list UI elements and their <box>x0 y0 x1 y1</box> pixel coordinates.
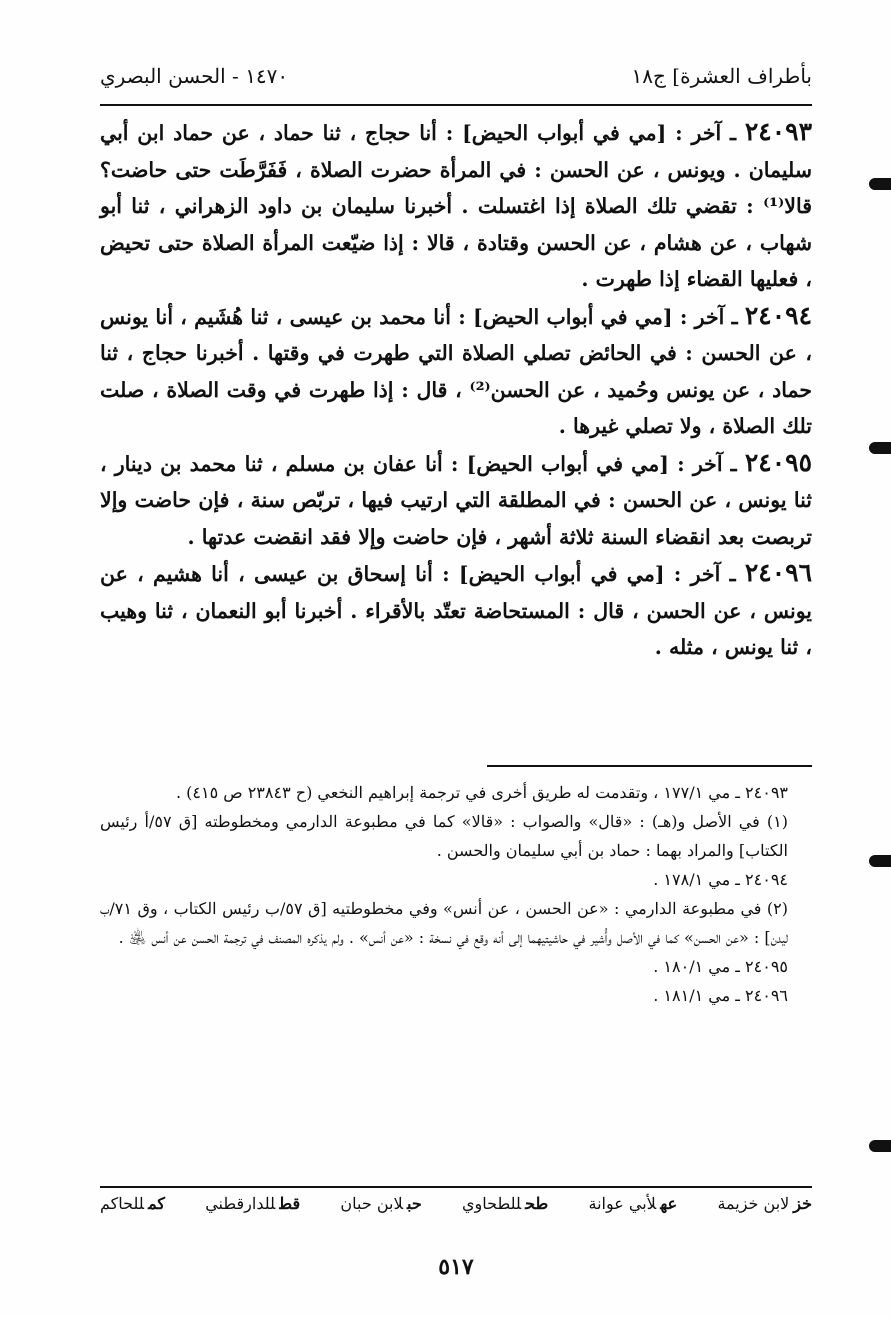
page-number: ٥١٧ <box>438 1254 474 1280</box>
footer-rule <box>100 1186 812 1188</box>
entry-text: ـ آخر : [مي في أبواب الحيض] : أنا محمد بن عيسى ، ثنا هُشَيم ، أنا يونس ، عن الحسن : في الحائض تصلي الصلاة التي طهرت في وقتها . أخبرنا حجاج ، ثنا حماد ، عن يونس وحُميد ، عن الحسن⁽²⁾ ، قال : إذا طهرت في وقت الصلاة ، صلت تلك الصلاة ، ولا تصلي غيرها . <box>100 304 812 438</box>
footnotes <box>100 778 812 1010</box>
entry-text: ـ آخر : [مي في أبواب الحيض] : أنا عفان بن مسلم ، ثنا محمد بن دينار ، ثنا يونس ، عن الحسن : في المطلقة التي ارتيب فيها ، تربّص سنة ، فإن حاضت وإلا تربصت بعد انقضاء السنة ثلاثة أشهر ، فإن حاضت وإلا فقد انقضت عدتها . <box>100 451 812 549</box>
footnote: ٢٤٠٩٥ ـ مي ١٨٠/١ . <box>653 957 788 976</box>
abbrev-item: عهلأبي عوانة <box>588 1194 678 1213</box>
hadith-entry <box>100 298 812 445</box>
entry-number: ٢٤٠٩٥ <box>744 447 812 477</box>
footnote: (٢) في مطبوعة الدارمي : «عن الحسن ، عن أنس» وفي مخطوطتيه [ق ٥٧/ب رئيس الكتاب ، وق ٧١/ب ليدن] : «عن الحسن» كما في الأصل وأُشير في حاشيتيهما إلى أنه وقع في نسخة : «عن أنس» . ولم يذكره المصنف في ترجمة الحسن عن أنس ﵁ . <box>100 899 788 947</box>
footnote: (١) في الأصل و(هـ) : «قال» والصواب : «قالا» كما في مطبوعة الدارمي ومخطوطته [ق ٥٧/أ رئيس الكتاب] والمراد بهما : حماد بن أبي سليمان والحسن . <box>100 812 789 860</box>
abbrev-item: خزلابن خزيمة <box>717 1194 812 1213</box>
edge-marker <box>869 855 891 867</box>
header-rule <box>100 104 812 106</box>
entry-number: ٢٤٠٩٣ <box>744 117 812 146</box>
abbrev-item: قطللدارقطني <box>205 1194 301 1213</box>
footnote-rule <box>487 765 812 767</box>
hadith-entry <box>100 555 812 666</box>
abbrev-item: حبلابن حبان <box>340 1194 422 1213</box>
edge-marker <box>869 178 891 190</box>
footnote: ٢٤٠٩٣ ـ مي ١٧٧/١ ، وتقدمت له طريق أخرى في ترجمة إبراهيم النخعي (ح ٢٣٨٤٣ ص ٤١٥) . <box>175 783 788 802</box>
abbrev-item: طحللطحاوي <box>462 1194 549 1213</box>
entry-text: ـ آخر : [مي في أبواب الحيض] : أنا إسحاق بن عيسى ، أنا هشيم ، عن يونس ، عن الحسن ، قال : المستحاضة تعتّد بالأقراء . أخبرنا أبو النعمان ، ثنا وهيب ، ثنا يونس ، مثله . <box>100 562 812 659</box>
main-text <box>100 114 812 666</box>
abbreviation-key <box>100 1194 812 1213</box>
running-header <box>100 58 812 94</box>
entry-text: ـ آخر : [مي في أبواب الحيض] : أنا حجاج ، ثنا حماد ، عن حماد ابن أبي سليمان . ويونس ، عن الحسن : في المرأة حضرت الصلاة ، فَفَرَّطَت حتى حاضت؟ قالا⁽¹⁾ : تقضي تلك الصلاة إذا اغتسلت . أخبرنا سليمان بن داود الزهراني ، ثنا أبو شهاب ، عن هشام ، عن الحسن وقتادة ، قالا : إذا ضيّعت المرأة الصلاة حتى تحيض ، فعليها القضاء إذا طهرت . <box>100 121 812 291</box>
entry-number: ٢٤٠٩٦ <box>744 558 812 587</box>
entry-number: ٢٤٠٩٤ <box>744 300 812 330</box>
edge-marker <box>869 442 891 454</box>
header-left: ١٤٧٠ - الحسن البصري <box>100 64 289 88</box>
header-right: بأطراف العشرة] ج١٨ <box>631 64 812 88</box>
footnote: ٢٤٠٩٦ ـ مي ١٨١/١ . <box>653 986 788 1005</box>
edge-marker <box>869 1140 891 1152</box>
abbrev-item: كمللحاكم <box>100 1194 165 1213</box>
footnote: ٢٤٠٩٤ ـ مي ١٧٨/١ . <box>653 870 788 889</box>
hadith-entry <box>100 445 812 556</box>
hadith-entry <box>100 114 812 298</box>
